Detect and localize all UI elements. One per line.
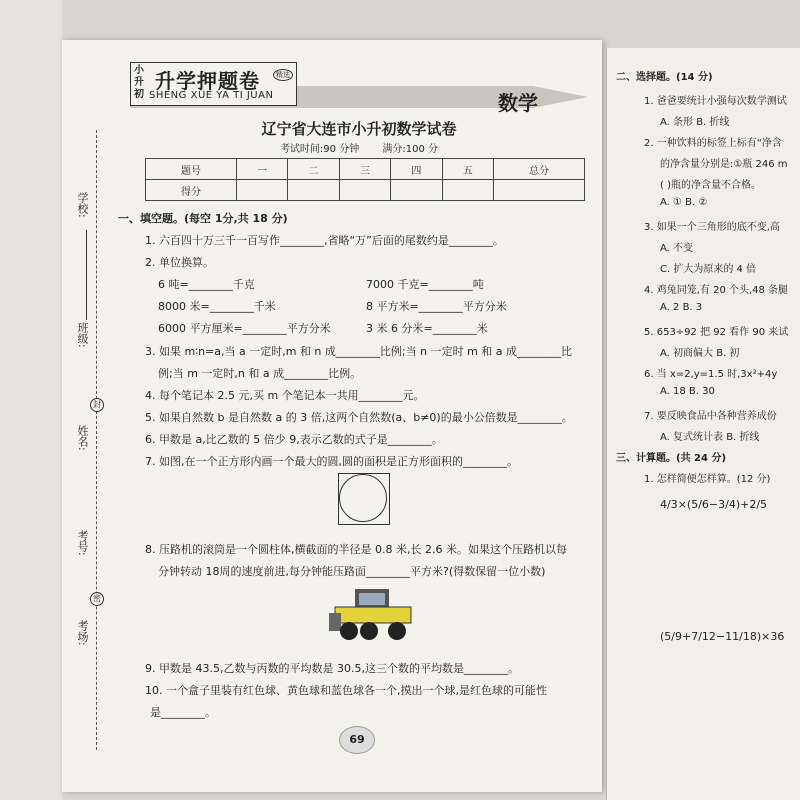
school-label: 学校: <box>76 192 89 218</box>
choice-3-option-c: C. 扩大为原来的 4 倍 <box>660 264 757 275</box>
choice-2: 2. 一种饮料的标签上标有“净含 <box>644 138 782 149</box>
score-table <box>145 158 585 201</box>
page-number: 69 <box>339 726 375 754</box>
square-circle-figure <box>338 473 390 525</box>
question-2: 2. 单位换算。 <box>145 256 214 269</box>
score-header-cell: 二 <box>288 159 339 180</box>
score-table-header <box>146 159 585 180</box>
choice-6: 6. 当 x=2,y=1.5 时,3x²+4y <box>644 369 778 380</box>
name-label: 姓名: <box>76 425 89 451</box>
calc-1b-expression: (5/9+7/12−11/18)×36 <box>660 630 785 643</box>
section-choice-title: 二、选择题。(14 分) <box>616 72 713 83</box>
brand-header <box>130 60 588 115</box>
seal-mark-mi: 密 <box>90 592 104 606</box>
question-10-cont: 是________。 <box>150 706 216 719</box>
section-calc-title: 三、计算题。(共 24 分) <box>616 453 727 464</box>
score-header-cell: 五 <box>442 159 493 180</box>
score-cell[interactable] <box>442 180 493 201</box>
left-binding-gutter <box>0 0 62 800</box>
score-header-cell: 题号 <box>146 159 237 180</box>
exam-no-label: 考号: <box>76 530 89 556</box>
logo-title: 升学押题卷 <box>155 69 260 93</box>
question-2b: 7000 千克=________吨 <box>366 278 484 291</box>
choice-7-options: A. 复式统计表 B. 折线 <box>660 432 760 443</box>
score-cell[interactable] <box>391 180 442 201</box>
question-2d: 8 平方米=________平方分米 <box>366 300 507 313</box>
choice-3-option-a: A. 不变 <box>660 243 694 254</box>
school-line[interactable] <box>86 230 87 320</box>
seal-mark-feng: 封 <box>90 398 104 412</box>
question-1: 1. 六百四十万三千一百写作________,省略“万”后面的尾数约是________。 <box>145 234 504 247</box>
score-header-cell: 一 <box>236 159 287 180</box>
class-label: 班级: <box>76 322 89 348</box>
calc-1: 1. 怎样简便怎样算。(12 分) <box>644 474 771 485</box>
subject-title: 数学 <box>498 91 538 115</box>
score-table-row <box>146 180 585 201</box>
question-2a: 6 吨=________千克 <box>158 278 255 291</box>
score-cell[interactable] <box>493 180 584 201</box>
question-2f: 3 米 6 分米=________米 <box>366 322 488 335</box>
question-2e: 6000 平方厘米=________平方分米 <box>158 322 331 335</box>
score-header-cell: 总分 <box>493 159 584 180</box>
question-4: 4. 每个笔记本 2.5 元,买 m 个笔记本一共用________元。 <box>145 389 425 402</box>
question-5: 5. 如果自然数 b 是自然数 a 的 3 倍,这两个自然数(a、b≠0)的最小公倍数是________。 <box>145 411 573 424</box>
brand-logo <box>130 62 297 106</box>
exam-time: 考试时间:90 分钟 <box>279 144 360 155</box>
choice-4: 4. 鸡兔同笼,有 20 个头,48 条腿 <box>644 285 789 296</box>
question-8: 8. 压路机的滚筒是一个圆柱体,横截面的半径是 0.8 米,长 2.6 米。如果这个压路机以每 <box>145 543 567 556</box>
choice-1-options: A. 条形 B. 折线 <box>660 117 730 128</box>
score-cell[interactable] <box>236 180 287 201</box>
score-header-cell: 三 <box>339 159 390 180</box>
exam-info <box>130 140 588 155</box>
exam-full-score: 满分:100 分 <box>382 144 439 155</box>
score-header-cell: 四 <box>391 159 442 180</box>
question-6: 6. 甲数是 a,比乙数的 5 倍少 9,表示乙数的式子是________。 <box>145 433 443 446</box>
question-3: 3. 如果 m∶n=a,当 a 一定时,m 和 n 成________比例;当 n 一定时 m 和 a 成________比 <box>145 345 573 358</box>
calc-1a-expression: 4/3×(5/6−3/4)+2/5 <box>660 498 768 511</box>
logo-tag: 精选 <box>273 69 293 81</box>
logo-small-text: 小升初 <box>134 65 144 100</box>
choice-2-cont: 的净含量分别是:①瓶 246 m <box>660 159 788 170</box>
choice-4-options: A. 2 B. 3 <box>660 302 703 313</box>
room-label: 考场: <box>76 620 89 646</box>
choice-2-cont2: ( )瓶的净含量不合格。 <box>660 180 761 191</box>
score-cell[interactable] <box>339 180 390 201</box>
question-10: 10. 一个盒子里装有红色球、黄色球和蓝色球各一个,摸出一个球,是红色球的可能性 <box>145 684 547 697</box>
choice-2-options: A. ① B. ② <box>660 197 708 208</box>
choice-7: 7. 要反映食品中各种营养成份 <box>644 411 777 422</box>
choice-5-options: A. 初商偏大 B. 初 <box>660 348 740 359</box>
score-cell[interactable] <box>288 180 339 201</box>
question-2c: 8000 米=________千米 <box>158 300 276 313</box>
choice-3: 3. 如果一个三角形的底不变,高 <box>644 222 780 233</box>
score-row-label: 得分 <box>146 180 237 201</box>
road-roller-image <box>325 585 417 641</box>
choice-6-options: A. 18 B. 30 <box>660 386 715 397</box>
question-8-cont: 分钟转动 18周的速度前进,每分钟能压路面________平方米?(得数保留一位小数) <box>158 565 546 578</box>
choice-1: 1. 爸爸要统计小强每次数学测试 <box>644 96 787 107</box>
question-9: 9. 甲数是 43.5,乙数与丙数的平均数是 30.5,这三个数的平均数是________。 <box>145 662 519 675</box>
inscribed-circle <box>339 474 387 522</box>
question-7: 7. 如图,在一个正方形内画一个最大的圆,圆的面积是正方形面积的________。 <box>145 455 518 468</box>
question-3-cont: 例;当 m 一定时,n 和 a 成________比例。 <box>158 367 362 380</box>
exam-title: 辽宁省大连市小升初数学试卷 <box>261 120 457 138</box>
logo-pinyin: SHENG XUE YA TI JUAN <box>149 90 274 101</box>
section-fill-blank-title: 一、填空题。(每空 1分,共 18 分) <box>118 212 288 225</box>
binding-dashed-line <box>96 130 97 750</box>
choice-5: 5. 653÷92 把 92 看作 90 来试 <box>644 327 789 338</box>
